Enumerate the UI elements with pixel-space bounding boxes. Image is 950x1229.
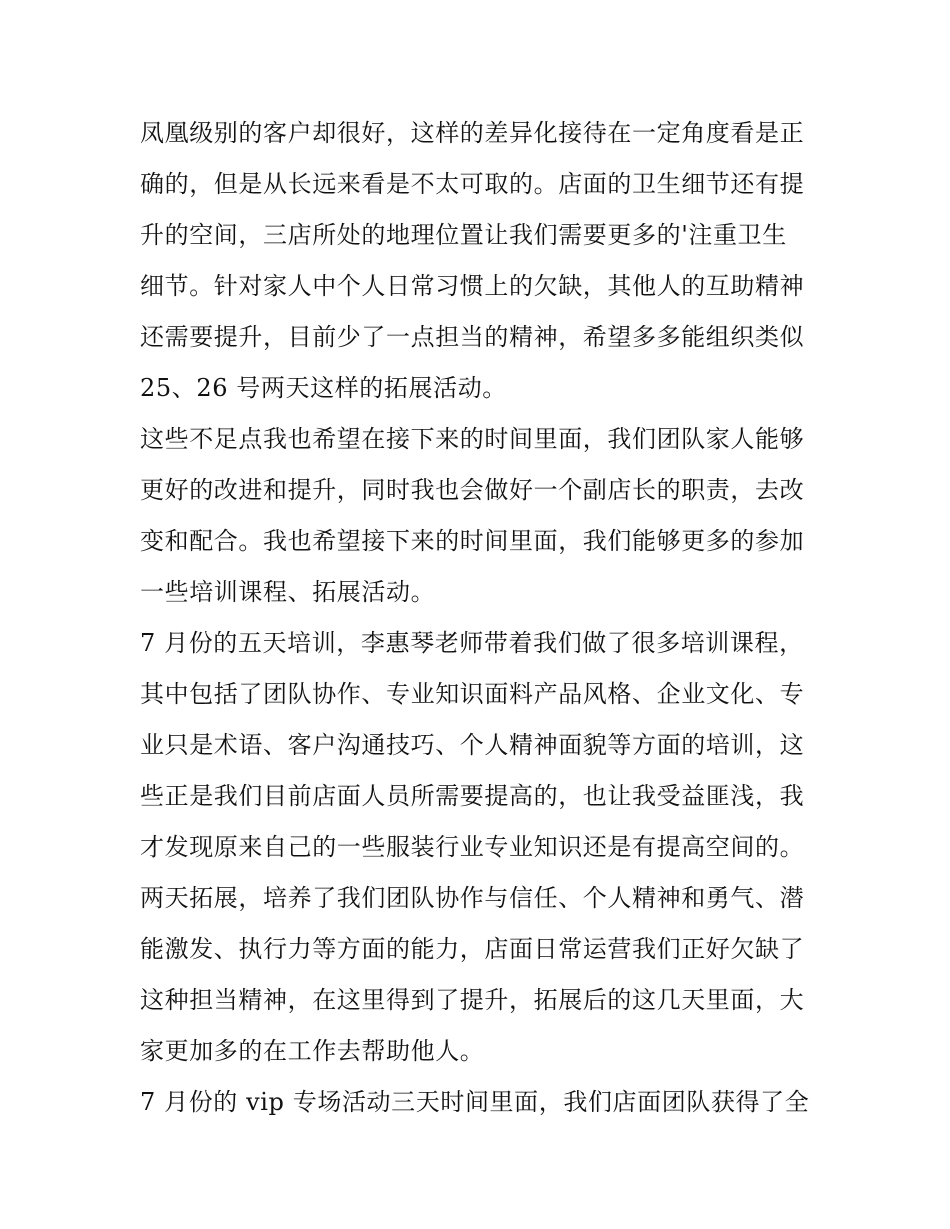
text-line: 能激发、执行力等方面的能力，店面日常运营我们正好欠缺了 <box>140 935 805 963</box>
document-body <box>140 108 816 1128</box>
text-line: 其中包括了团队协作、专业知识面料产品风格、企业文化、专 <box>140 680 805 708</box>
text-line: 才发现原来自己的一些服装行业专业知识还是有提高空间的。 <box>140 833 805 861</box>
text-line: 两天拓展，培养了我们团队协作与信任、个人精神和勇气、潜 <box>140 884 805 912</box>
text-line: 这些不足点我也希望在接下来的时间里面，我们团队家人能够 <box>140 425 805 453</box>
text-line: 这种担当精神，在这里得到了提升，拓展后的这几天里面，大 <box>140 986 805 1014</box>
text-line: 7 月份的五天培训，李惠琴老师带着我们做了很多培训课程， <box>140 629 804 657</box>
text-line: 细节。针对家人中个人日常习惯上的欠缺，其他人的互助精神 <box>140 272 805 300</box>
text-line: 一些培训课程、拓展活动。 <box>140 578 436 606</box>
text-line: 业只是术语、客户沟通技巧、个人精神面貌等方面的培训，这 <box>140 731 805 759</box>
text-line: 些正是我们目前店面人员所需要提高的，也让我受益匪浅，我 <box>140 782 805 810</box>
paragraph-3 <box>140 618 816 873</box>
text-line: 7 月份的 vip 专场活动三天时间里面，我们店面团队获得了全 <box>140 1088 810 1116</box>
text-line: 25、26 号两天这样的拓展活动。 <box>140 374 507 402</box>
text-line: 升的空间，三店所处的地理位置让我们需要更多的'注重卫生 <box>140 221 787 249</box>
text-line: 确的，但是从长远来看是不太可取的。店面的卫生细节还有提 <box>140 170 805 198</box>
text-line: 更好的改进和提升，同时我也会做好一个副店长的职责，去改 <box>140 476 805 504</box>
text-line: 凤凰级别的客户却很好，这样的差异化接待在一定角度看是正 <box>140 119 805 147</box>
text-line: 还需要提升，目前少了一点担当的精神，希望多多能组织类似 <box>140 323 805 351</box>
paragraph-4 <box>140 873 816 1077</box>
paragraph-1 <box>140 108 816 414</box>
text-line: 家更加多的在工作去帮助他人。 <box>140 1037 485 1065</box>
text-line: 变和配合。我也希望接下来的时间里面，我们能够更多的参加 <box>140 527 805 555</box>
paragraph-2 <box>140 414 816 618</box>
paragraph-5 <box>140 1077 816 1128</box>
